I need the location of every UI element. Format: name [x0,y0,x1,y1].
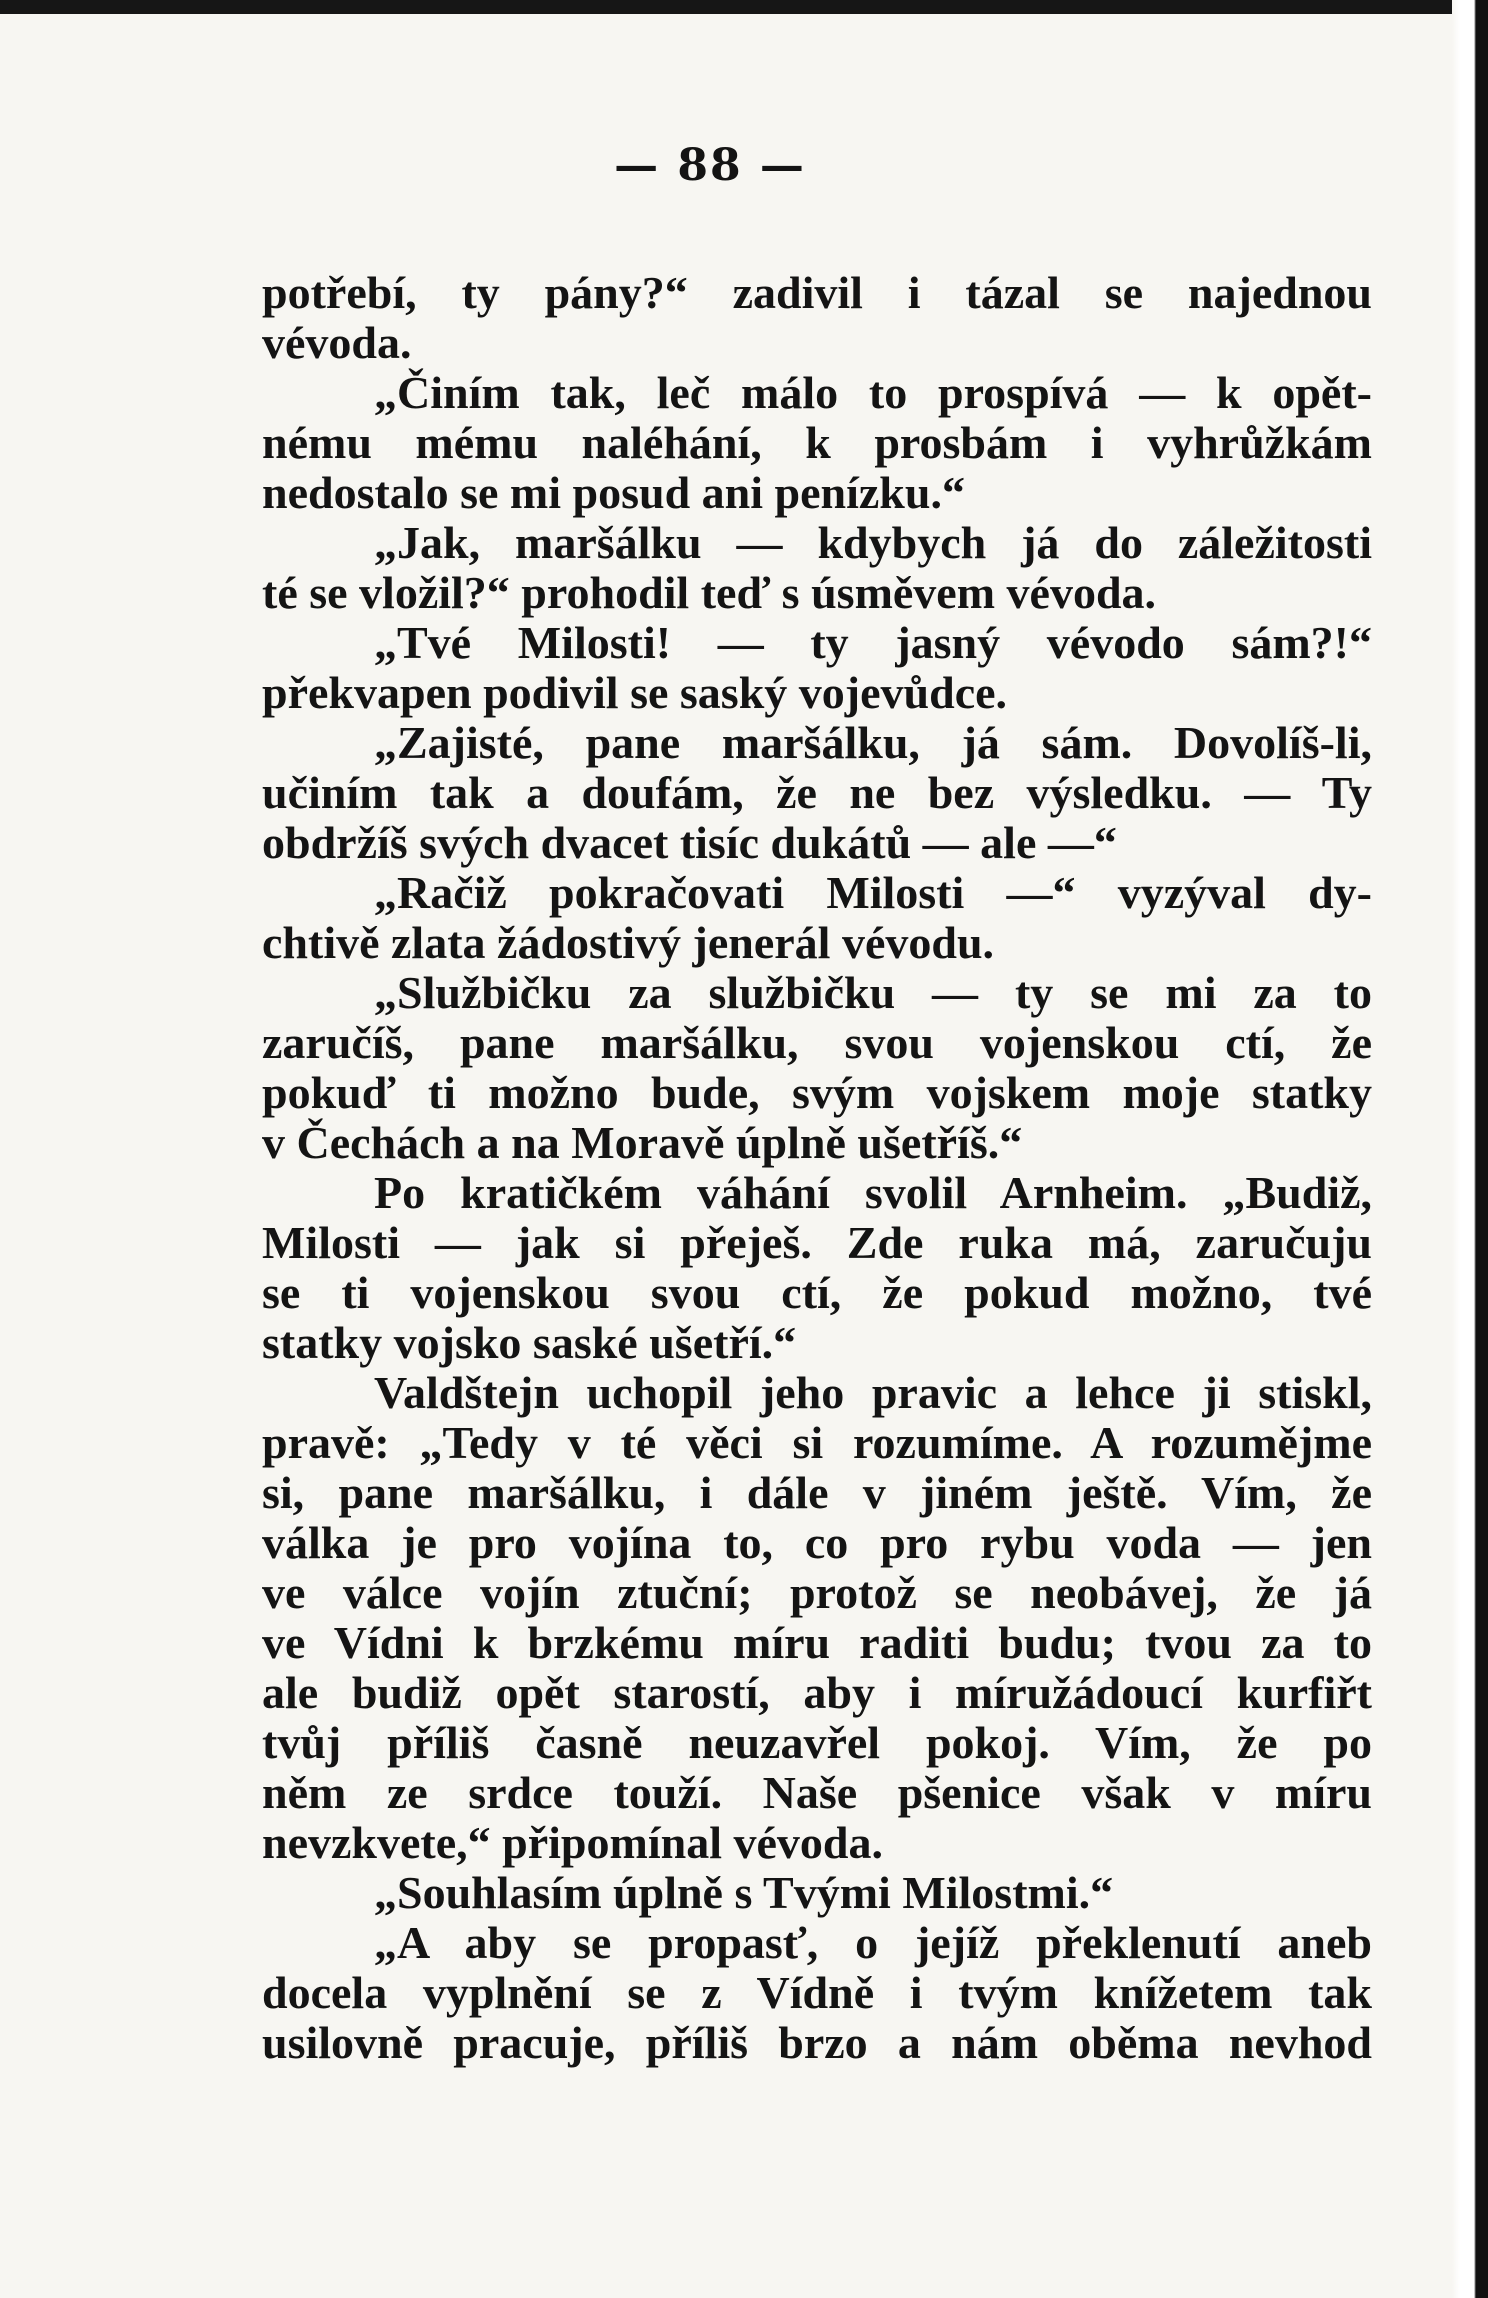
text-line: „Zajisté, pane maršálku, já sám. Dovolíš-li, [374,717,1372,768]
text-line: se ti vojenskou svou ctí, že pokud možno, tvé [262,1267,1372,1318]
text-line: válka je pro vojína to, co pro rybu voda — jen [262,1517,1372,1568]
text-line: té se vložil?“ prohodil teď s úsměvem vévoda. [262,567,1157,618]
scan-top-edge [0,0,1488,14]
text-line: docela vyplnění se z Vídně i tvým knížetem tak [262,1967,1372,2018]
body-text [262,268,1372,2068]
text-line: v Čechách a na Moravě úplně ušetříš.“ [262,1117,1023,1168]
text-line: vévoda. [262,317,412,368]
text-line: Po kratičkém váhání svolil Arnheim. „Budiž, [374,1167,1372,1218]
text-line: něm ze srdce touží. Naše pšenice však v míru [262,1767,1372,1818]
text-line: chtivě zlata žádostivý jenerál vévodu. [262,917,995,968]
text-line: nedostalo se mi posud ani penízku.“ [262,467,965,518]
text-line: zaručíš, pane maršálku, svou vojenskou ctí, že [262,1017,1372,1068]
text-line: pravě: „Tedy v té věci si rozumíme. A rozumějme [262,1417,1372,1468]
text-line: „Službičku za službičku — ty se mi za to [374,967,1372,1018]
text-line: nému mému naléhání, k prosbám i vyhrůžkám [262,417,1372,468]
text-line: si, pane maršálku, i dále v jiném ještě. Vím, že [262,1467,1372,1518]
text-line: tvůj příliš časně neuzavřel pokoj. Vím, že po [262,1717,1372,1768]
text-line: nevzkvete,“ připomínal vévoda. [262,1817,883,1868]
text-line: obdržíš svých dvacet tisíc dukátů — ale —“ [262,817,1117,868]
text-line: učiním tak a doufám, že ne bez výsledku. — Ty [262,767,1372,818]
text-line: ve Vídni k brzkému míru raditi budu; tvou za to [262,1617,1372,1668]
text-line: Milosti — jak si přeješ. Zde ruka má, zaručuju [262,1217,1372,1268]
scan-right-edge [1452,0,1488,2298]
text-line: „Tvé Milosti! — ty jasný vévodo sám?!“ [374,617,1372,668]
page-number: — 88 — [614,140,806,191]
text-line: „Jak, maršálku — kdybych já do záležitosti [374,517,1372,568]
text-line: „Račiž pokračovati Milosti —“ vyzýval dy- [374,867,1372,918]
text-line: Valdštejn uchopil jeho pravic a lehce ji stiskl, [374,1367,1372,1418]
text-line: „A aby se propasť, o jejíž překlenutí aneb [374,1917,1372,1968]
text-line: „Souhlasím úplně s Tvými Milostmi.“ [374,1867,1114,1918]
text-line: ve válce vojín ztuční; protož se neobávej, že já [262,1567,1372,1618]
text-line: pokuď ti možno bude, svým vojskem moje statky [262,1067,1372,1118]
text-line: statky vojsko saské ušetří.“ [262,1317,797,1368]
text-line: usilovně pracuje, příliš brzo a nám oběma nevhod [262,2017,1372,2068]
text-line: potřebí, ty pány?“ zadivil i tázal se najednou [262,267,1372,318]
text-line: „Činím tak, leč málo to prospívá — k opět- [374,367,1372,418]
text-line: ale budiž opět starostí, aby i míružádoucí kurfiřt [262,1667,1372,1718]
text-line: překvapen podivil se saský vojevůdce. [262,667,1008,718]
